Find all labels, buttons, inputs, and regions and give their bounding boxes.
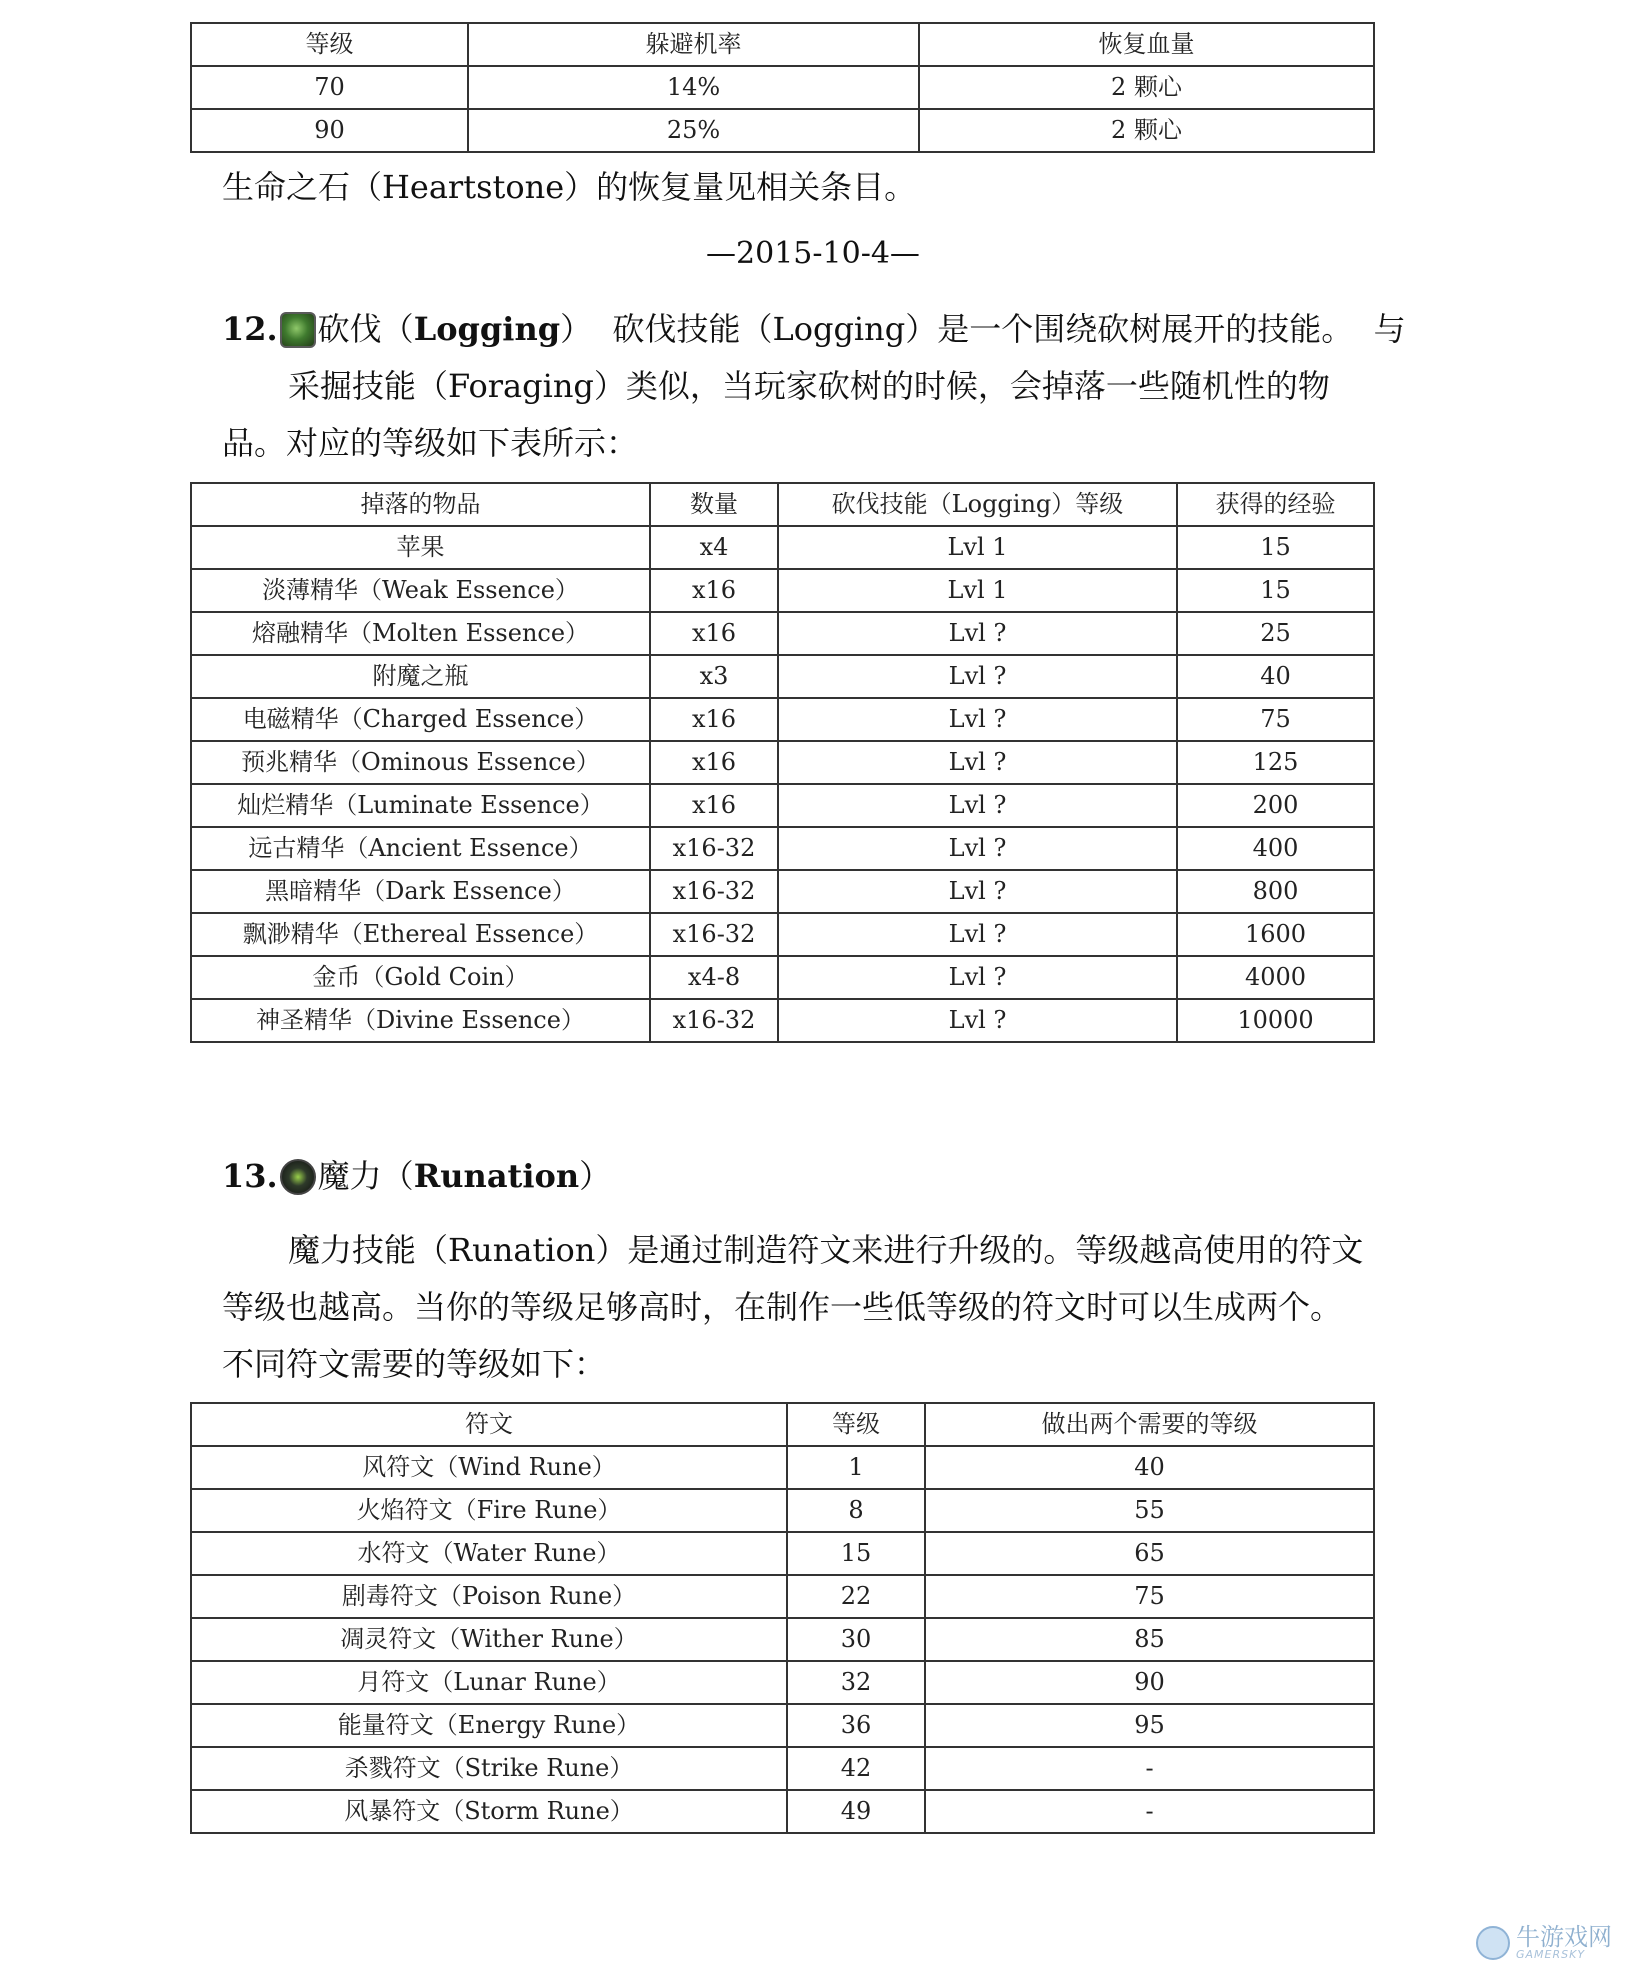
table-cell: 22 bbox=[787, 1575, 925, 1618]
logging-skill-icon bbox=[280, 312, 316, 348]
section-number: 13. bbox=[222, 1157, 278, 1195]
table-cell: 剧毒符文（Poison Rune） bbox=[191, 1575, 787, 1618]
table-cell: 水符文（Water Rune） bbox=[191, 1532, 787, 1575]
section-title-close: ） bbox=[579, 1157, 612, 1195]
dodge-chance-table bbox=[190, 22, 1375, 153]
table-cell: 400 bbox=[1177, 827, 1374, 870]
table-cell: 风暴符文（Storm Rune） bbox=[191, 1790, 787, 1833]
table-row bbox=[191, 1661, 1374, 1704]
table-cell: 火焰符文（Fire Rune） bbox=[191, 1489, 787, 1532]
table-cell: 淡薄精华（Weak Essence） bbox=[191, 569, 650, 612]
table-cell: 800 bbox=[1177, 870, 1374, 913]
table-cell: 4000 bbox=[1177, 956, 1374, 999]
table-cell: 90 bbox=[925, 1661, 1374, 1704]
header-cell: 恢复血量 bbox=[919, 23, 1374, 66]
section-title-cn: 砍伐（ bbox=[317, 310, 414, 348]
watermark-en: GAMERSKY bbox=[1516, 1948, 1586, 1961]
section-title-close: ） bbox=[560, 310, 593, 348]
table-row bbox=[191, 569, 1374, 612]
table-row bbox=[191, 1618, 1374, 1661]
header-cell: 等级 bbox=[191, 23, 468, 66]
table-cell: x16 bbox=[650, 612, 778, 655]
table-cell: 1600 bbox=[1177, 913, 1374, 956]
table-cell: 70 bbox=[191, 66, 468, 109]
table-cell: x4-8 bbox=[650, 956, 778, 999]
table-cell: 40 bbox=[925, 1446, 1374, 1489]
table-cell: 15 bbox=[1177, 526, 1374, 569]
table-cell: 75 bbox=[925, 1575, 1374, 1618]
runation-skill-icon bbox=[280, 1159, 316, 1195]
table-cell: Lvl 1 bbox=[778, 569, 1177, 612]
table-cell: 15 bbox=[1177, 569, 1374, 612]
table-header-row bbox=[191, 23, 1374, 66]
table-cell: x16-32 bbox=[650, 827, 778, 870]
table-cell: Lvl ? bbox=[778, 913, 1177, 956]
table-cell: 电磁精华（Charged Essence） bbox=[191, 698, 650, 741]
table-row bbox=[191, 741, 1374, 784]
table-cell: - bbox=[925, 1790, 1374, 1833]
section-12-heading bbox=[222, 301, 1406, 358]
table-row bbox=[191, 784, 1374, 827]
table-cell: Lvl ? bbox=[778, 741, 1177, 784]
table-cell: 42 bbox=[787, 1747, 925, 1790]
table-cell: 49 bbox=[787, 1790, 925, 1833]
table-cell: x16 bbox=[650, 698, 778, 741]
table-cell: x3 bbox=[650, 655, 778, 698]
section-12-paragraph: 采掘技能（Foraging）类似，当玩家砍树的时候，会掉落一些随机性的物 bbox=[288, 367, 1330, 405]
table-cell: 附魔之瓶 bbox=[191, 655, 650, 698]
table-row bbox=[191, 1532, 1374, 1575]
table-cell: 2 颗心 bbox=[919, 109, 1374, 152]
table-cell: 200 bbox=[1177, 784, 1374, 827]
table-row bbox=[191, 956, 1374, 999]
header-cell: 数量 bbox=[650, 483, 778, 526]
section-title-en: Logging bbox=[413, 310, 561, 348]
table-row bbox=[191, 698, 1374, 741]
table-cell: 125 bbox=[1177, 741, 1374, 784]
table-cell: Lvl ? bbox=[778, 655, 1177, 698]
table-cell: - bbox=[925, 1747, 1374, 1790]
table-row bbox=[191, 66, 1374, 109]
table-row bbox=[191, 1446, 1374, 1489]
table-cell: 32 bbox=[787, 1661, 925, 1704]
table-cell: x16-32 bbox=[650, 999, 778, 1042]
section-intro: 砍伐技能（Logging）是一个围绕砍树展开的技能。 与 bbox=[592, 310, 1406, 348]
table-cell: 40 bbox=[1177, 655, 1374, 698]
table-cell: 36 bbox=[787, 1704, 925, 1747]
header-cell: 等级 bbox=[787, 1403, 925, 1446]
table-cell: 75 bbox=[1177, 698, 1374, 741]
table-row bbox=[191, 655, 1374, 698]
table-cell: 金币（Gold Coin） bbox=[191, 956, 650, 999]
table-cell: 凋灵符文（Wither Rune） bbox=[191, 1618, 787, 1661]
table-cell: 30 bbox=[787, 1618, 925, 1661]
table-row bbox=[191, 1575, 1374, 1618]
table-cell: 90 bbox=[191, 109, 468, 152]
table-cell: 神圣精华（Divine Essence） bbox=[191, 999, 650, 1042]
table-cell: 65 bbox=[925, 1532, 1374, 1575]
table-cell: 灿烂精华（Luminate Essence） bbox=[191, 784, 650, 827]
section-13-heading bbox=[222, 1148, 611, 1205]
rune-levels-table bbox=[190, 1402, 1375, 1834]
table-cell: x16 bbox=[650, 569, 778, 612]
table-row bbox=[191, 612, 1374, 655]
watermark-text bbox=[1516, 1925, 1612, 1960]
table-cell: 55 bbox=[925, 1489, 1374, 1532]
table-row bbox=[191, 1489, 1374, 1532]
table-cell: 熔融精华（Molten Essence） bbox=[191, 612, 650, 655]
table-cell: 1 bbox=[787, 1446, 925, 1489]
table-row bbox=[191, 1747, 1374, 1790]
table-cell: Lvl ? bbox=[778, 870, 1177, 913]
heartstone-note: 生命之石（Heartstone）的恢复量见相关条目。 bbox=[222, 168, 917, 206]
table-header-row bbox=[191, 483, 1374, 526]
table-cell: Lvl ? bbox=[778, 698, 1177, 741]
header-cell: 符文 bbox=[191, 1403, 787, 1446]
table-cell: 月符文（Lunar Rune） bbox=[191, 1661, 787, 1704]
header-cell: 砍伐技能（Logging）等级 bbox=[778, 483, 1177, 526]
table-row bbox=[191, 526, 1374, 569]
table-cell: x16-32 bbox=[650, 913, 778, 956]
logging-drops-table bbox=[190, 482, 1375, 1043]
table-cell: 2 颗心 bbox=[919, 66, 1374, 109]
table-row bbox=[191, 827, 1374, 870]
table-row bbox=[191, 870, 1374, 913]
header-cell: 掉落的物品 bbox=[191, 483, 650, 526]
table-cell: x16 bbox=[650, 741, 778, 784]
table-cell: 8 bbox=[787, 1489, 925, 1532]
table-cell: 能量符文（Energy Rune） bbox=[191, 1704, 787, 1747]
table-row bbox=[191, 913, 1374, 956]
header-cell: 做出两个需要的等级 bbox=[925, 1403, 1374, 1446]
gamersky-watermark bbox=[1476, 1925, 1612, 1960]
table-cell: 25% bbox=[468, 109, 919, 152]
table-row bbox=[191, 1790, 1374, 1833]
table-row bbox=[191, 109, 1374, 152]
section-title-cn: 魔力（ bbox=[317, 1157, 414, 1195]
header-cell: 躲避机率 bbox=[468, 23, 919, 66]
table-cell: x16-32 bbox=[650, 870, 778, 913]
table-cell: 14% bbox=[468, 66, 919, 109]
section-13-line-1: 魔力技能（Runation）是通过制造符文来进行升级的。等级越高使用的符文 bbox=[288, 1231, 1364, 1269]
section-13-line-3: 不同符文需要的等级如下： bbox=[222, 1345, 607, 1383]
table-cell: x16 bbox=[650, 784, 778, 827]
table-header-row bbox=[191, 1403, 1374, 1446]
table-cell: 15 bbox=[787, 1532, 925, 1575]
table-cell: 杀戮符文（Strike Rune） bbox=[191, 1747, 787, 1790]
table-cell: 85 bbox=[925, 1618, 1374, 1661]
table-cell: x4 bbox=[650, 526, 778, 569]
table-cell: Lvl ? bbox=[778, 956, 1177, 999]
table-cell: 飘渺精华（Ethereal Essence） bbox=[191, 913, 650, 956]
section-13-line-2: 等级也越高。当你的等级足够高时，在制作一些低等级的符文时可以生成两个。 bbox=[222, 1288, 1343, 1326]
table-cell: Lvl ? bbox=[778, 827, 1177, 870]
table-cell: 苹果 bbox=[191, 526, 650, 569]
gamersky-logo-icon bbox=[1476, 1926, 1510, 1960]
table-cell: 风符文（Wind Rune） bbox=[191, 1446, 787, 1489]
table-row bbox=[191, 999, 1374, 1042]
header-cell: 获得的经验 bbox=[1177, 483, 1374, 526]
section-title-en: Runation bbox=[413, 1157, 580, 1195]
section-number: 12. bbox=[222, 310, 278, 348]
table-cell: 10000 bbox=[1177, 999, 1374, 1042]
table-cell: 远古精华（Ancient Essence） bbox=[191, 827, 650, 870]
table-cell: 黑暗精华（Dark Essence） bbox=[191, 870, 650, 913]
table-cell: Lvl ? bbox=[778, 612, 1177, 655]
watermark-cn: 牛游戏网 bbox=[1516, 1923, 1612, 1951]
table-cell: Lvl ? bbox=[778, 999, 1177, 1042]
date-line: —2015-10-4— bbox=[706, 236, 920, 271]
table-cell: 95 bbox=[925, 1704, 1374, 1747]
table-cell: 预兆精华（Ominous Essence） bbox=[191, 741, 650, 784]
table-cell: 25 bbox=[1177, 612, 1374, 655]
table-cell: Lvl 1 bbox=[778, 526, 1177, 569]
table-cell: Lvl ? bbox=[778, 784, 1177, 827]
table-row bbox=[191, 1704, 1374, 1747]
section-12-paragraph-end: 品。对应的等级如下表所示： bbox=[222, 424, 639, 462]
